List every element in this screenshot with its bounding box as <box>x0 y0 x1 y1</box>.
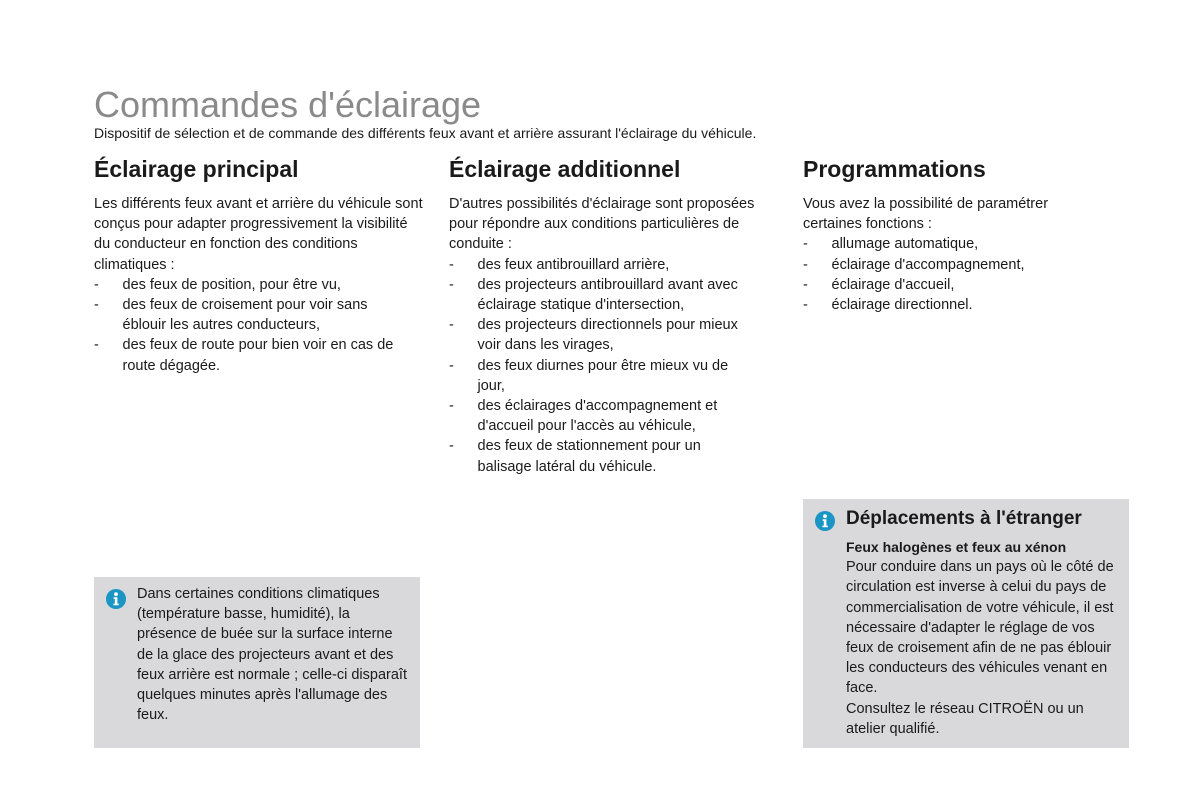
column-main-lighting <box>94 154 424 376</box>
list-item: - éclairage d'accompagnement, <box>803 255 1103 275</box>
list-item: - des feux de stationnement pour un balisage latéral du véhicule. <box>449 436 779 476</box>
abroad-heading: Déplacements à l'étranger <box>846 508 1082 529</box>
info-icon <box>815 511 835 531</box>
abroad-content <box>846 507 1116 739</box>
list-item: - des éclairages d'accompagnement et d'accueil pour l'accès au véhicule, <box>449 396 779 436</box>
list-item: - des feux de croisement pour voir sans éblouir les autres conducteurs, <box>94 295 424 335</box>
note-text: Dans certaines conditions climatiques (température basse, humidité), la présence de buée sur la surface interne de la glace des projecteurs avant et des feux arrière est normale ; celle-ci disparaît quelques minutes après l'allumage des feux. <box>137 586 407 724</box>
column-intro: Vous avez la possibilité de paramétrer certaines fonctions : <box>803 196 1049 233</box>
abroad-subheading: Feux halogènes et feux au xénon <box>846 539 1067 555</box>
column-intro: Les différents feux avant et arrière du véhicule sont conçus pour adapter progressivement la visibilité du conducteur en fonction des conditions climatiques : <box>94 196 423 273</box>
column-list <box>803 234 1103 315</box>
column-heading: Programmations <box>803 156 986 182</box>
column-intro: D'autres possibilités d'éclairage sont proposées pour répondre aux conditions particulières de conduite : <box>449 196 755 253</box>
column-programming <box>803 154 1103 315</box>
condensation-note-box <box>94 577 420 748</box>
column-additional-lighting <box>449 154 779 477</box>
abroad-text-contact: Consultez le réseau CITROËN ou un atelier qualifié. <box>846 700 1084 737</box>
column-list <box>449 255 779 477</box>
page-subtitle: Dispositif de sélection et de commande des différents feux avant et arrière assurant l'éclairage du véhicule. <box>94 125 757 141</box>
list-item: - des feux antibrouillard arrière, <box>449 255 779 275</box>
page-title: Commandes d'éclairage <box>94 84 482 125</box>
list-item: - des feux de route pour bien voir en cas de route dégagée. <box>94 335 424 375</box>
list-item: - éclairage d'accueil, <box>803 275 1103 295</box>
list-item: - allumage automatique, <box>803 234 1103 254</box>
list-item: - des projecteurs directionnels pour mieux voir dans les virages, <box>449 315 779 355</box>
column-heading: Éclairage additionnel <box>449 156 681 182</box>
column-list <box>94 275 424 376</box>
list-item: - des feux diurnes pour être mieux vu de jour, <box>449 356 779 396</box>
info-icon <box>106 589 126 609</box>
list-item: - des projecteurs antibrouillard avant avec éclairage statique d'intersection, <box>449 275 779 315</box>
list-item: - éclairage directionnel. <box>803 295 1103 315</box>
column-heading: Éclairage principal <box>94 156 299 182</box>
list-item: - des feux de position, pour être vu, <box>94 275 424 295</box>
abroad-travel-box <box>803 499 1129 748</box>
abroad-text: Pour conduire dans un pays où le côté de circulation est inverse à celui du pays de commercialisation de votre véhicule, il est nécessaire d'adapter le réglage de vos feux de croisement afin de ne pas éblouir les conducteurs des véhicules venant en face. <box>846 559 1114 697</box>
